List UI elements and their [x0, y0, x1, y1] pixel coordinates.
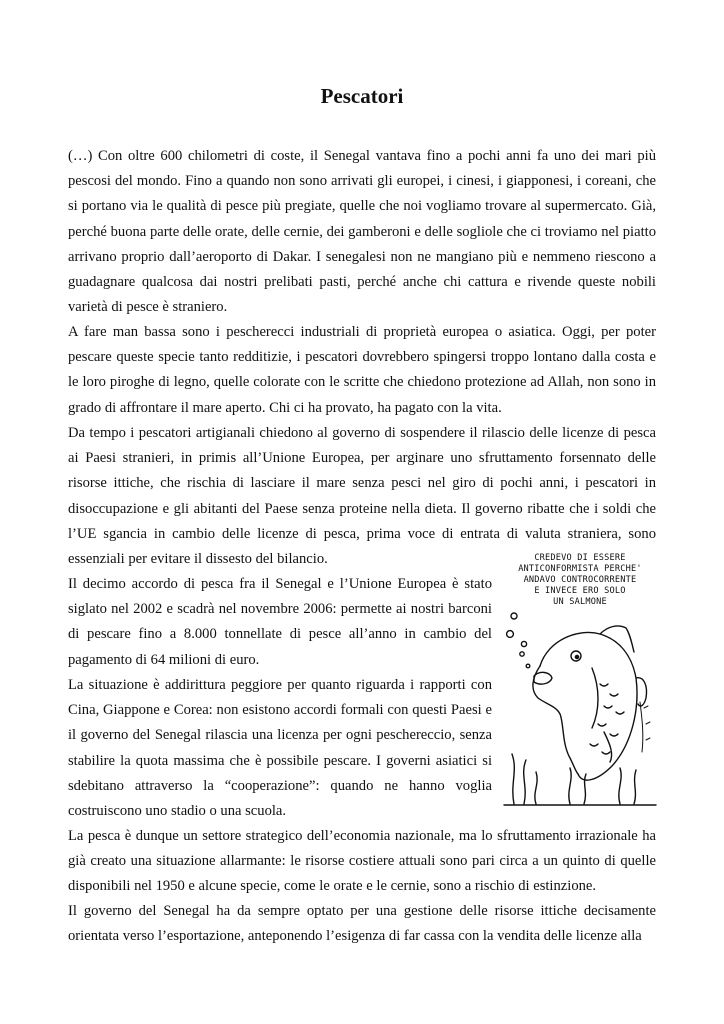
cartoon-caption [500, 553, 660, 608]
caption-line: CREDEVO DI ESSERE [534, 553, 626, 563]
paragraph-5: La situazione è addirittura peggiore per quanto riguarda i rapporti con Cina, Giappone e Corea: non esistono accordi formali con questi Paesi e il governo del Senegal rilascia una licenza per ogni peschereccio, senza stabilire la quota massima che è possibile pescare. I governi asiatici si sdebitano attraverso la “cooperazione”: quando ne hanno voglia costruiscono uno stadio o una scuola. [68, 677, 492, 820]
paragraph-2: A fare man bassa sono i pescherecci industriali di proprietà europea o asiatica. Oggi, per poter pescare queste specie tanto redditizie, i pescatori dovrebbero spingersi troppo lontano dalla costa e le loro piroghe di legno, quelle colorate con le scritte che chiedono protezione ad Allah, non sono in grado di affrontare il mare aperto. Chi ci ha provato, ha pagato con la vita. [68, 324, 656, 416]
caption-line: E INVECE ERO SOLO [534, 586, 626, 596]
caption-line: ANDAVO CONTROCORRENTE [523, 575, 637, 585]
paragraph-1: (…) Con oltre 600 chilometri di coste, il Senegal vantava fino a pochi anni fa uno dei mari più pescosi del mondo. Fino a quando non sono arrivati gli europei, i cinesi, i giapponesi, i coreani, che si portano via le qualità di pesce più pregiate, quelle che noi vogliamo trovare al supermercato. Già, perché buona parte delle orate, delle cernie, dei gamberoni e delle sogliole che ci troviamo nel piatto arrivano proprio dall’aeroporto di Dakar. I senegalesi non ne mangiano più e nemmeno riescono a guadagnare qualcosa dai nostri prelibati pasti, perché anche chi cattura e rivende queste nobili varietà di pesce è straniero. [68, 148, 656, 316]
paragraph-7: Il governo del Senegal ha da sempre optato per una gestione delle risorse ittiche decisamente orientata verso l’esportazione, anteponendo l’esigenza di far cassa con la vendita delle licenze alla [68, 903, 656, 945]
page-title: Pescatori [320, 84, 404, 108]
caption-line: ANTICONFORMISTA PERCHE' [518, 564, 642, 574]
caption-line: UN SALMONE [553, 597, 607, 607]
paragraph-4: Il decimo accordo di pesca fra il Senegal e l’Unione Europea è stato siglato nel 2002 e scadrà nel novembre 2006: permette ai nostri barconi di pescare fino a 8.000 tonnellate di pesce all’anno in cambio del pagamento di 64 milioni di euro. [68, 576, 492, 668]
paragraph-6: La pesca è dunque un settore strategico dell’economia nazionale, ma lo sfruttamento irrazionale ha già creato una situazione allarmante: le risorse costiere attuali sono pari circa a un quinto di quelle disponibili nel 1950 e alcune specie, come le orate e le cernie, sono a rischio di estinzione. [68, 828, 656, 895]
paragraph-3: Da tempo i pescatori artigianali chiedono al governo di sospendere il rilascio delle licenze di pesca ai Paesi stranieri, in primis all’Unione Europea, per arginare uno sfruttamento forsennato delle risorse ittiche, che rischia di lasciare il mare senza pesci nel giro di pochi anni, i pescatori in disoccupazione e gli abitanti del Paese senza proteine nella dieta. Il governo ribatte che i soldi che l’UE sgancia in cambio delle licenze di pesca, prima voce di entrata di valuta straniera, sono essenziali per evitare il dissesto del bilancio. [68, 425, 656, 568]
